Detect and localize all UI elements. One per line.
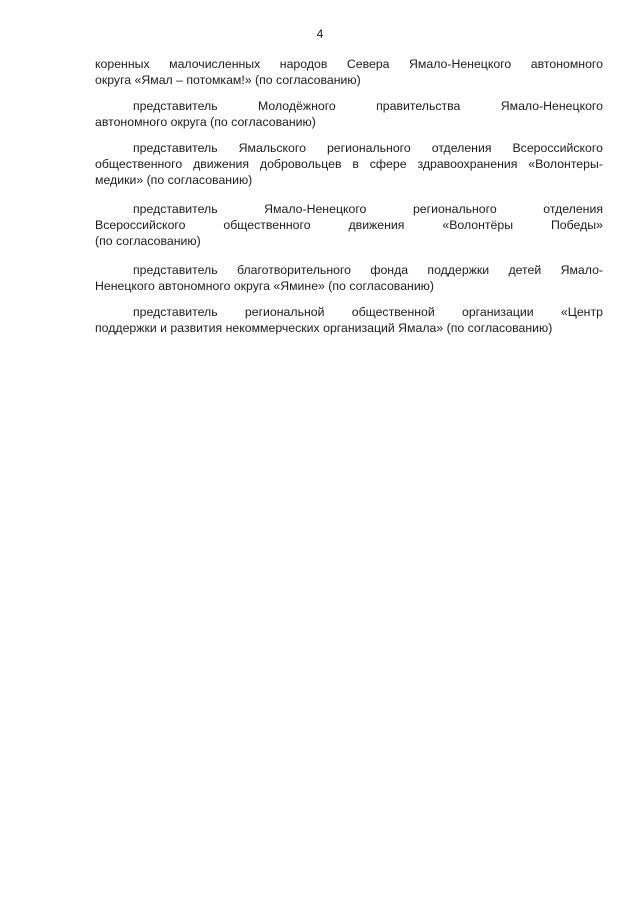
list-item (95, 304, 603, 336)
justified-line: представитель региональной общественной организации «Центр (133, 305, 603, 319)
last-line: округа «Ямал – потомкам!» (по согласованию) (95, 73, 361, 87)
list-item (95, 98, 603, 130)
last-line: (по согласованию) (95, 234, 201, 248)
justified-line: представитель Ямало-Ненецкого регионального отделения (133, 202, 603, 216)
list-item (95, 140, 603, 188)
justified-line: общественного движения добровольцев в сфере здравоохранения «Волонтеры- (95, 157, 603, 171)
list-item (95, 201, 603, 249)
list-item (95, 262, 603, 294)
justified-line: коренных малочисленных народов Севера Ямало-Ненецкого автономного (95, 57, 603, 71)
justified-line: представитель благотворительного фонда поддержки детей Ямало- (133, 263, 603, 277)
justified-line: представитель Молодёжного правительства Ямало-Ненецкого (133, 99, 603, 113)
last-line: поддержки и развития некоммерческих организаций Ямала» (по согласованию) (95, 321, 553, 335)
justified-line: Всероссийского общественного движения «Волонтёры Победы» (95, 218, 603, 232)
last-line: медики» (по согласованию) (95, 173, 253, 187)
list-item (95, 56, 603, 88)
page-number: 4 (316, 27, 324, 41)
justified-line: представитель Ямальского регионального отделения Всероссийского (133, 141, 603, 155)
last-line: Ненецкого автономного округа «Ямине» (по согласованию) (95, 279, 435, 293)
last-line: автономного округа (по согласованию) (95, 115, 316, 129)
